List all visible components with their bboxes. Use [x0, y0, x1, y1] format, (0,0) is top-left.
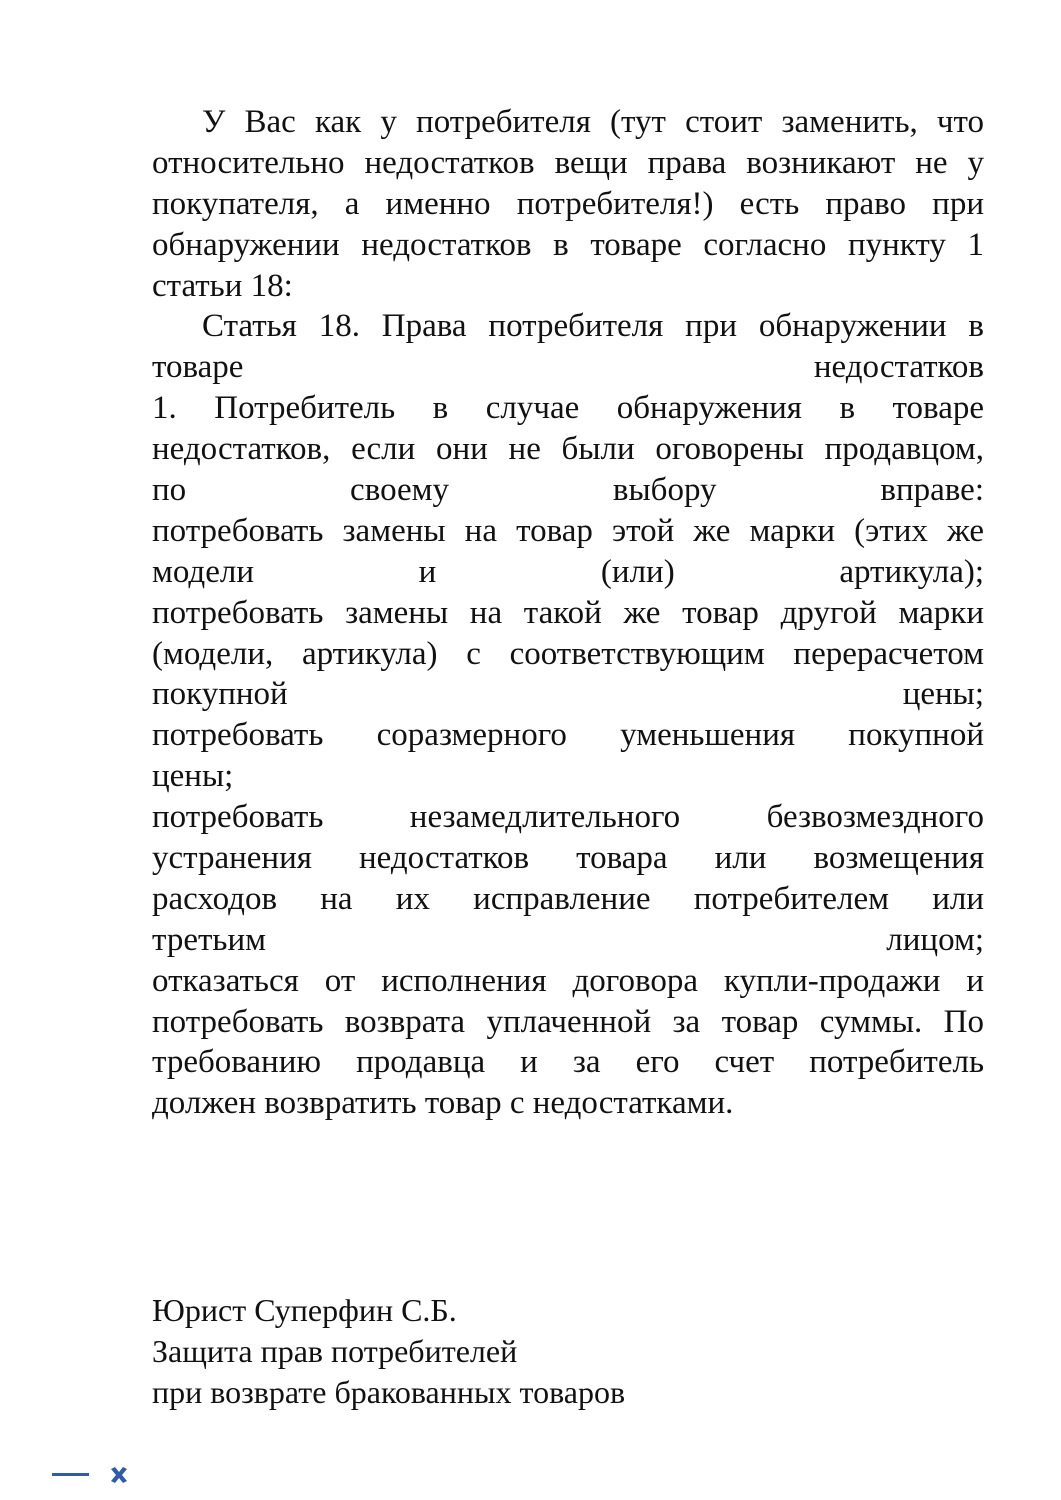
paragraph-line: У Вас как у потребителя (тут стоит заменить, что	[202, 104, 984, 140]
footer-decoration	[50, 1462, 140, 1490]
paragraph-line: потребовать замены на такой же товар другой марки	[152, 594, 984, 631]
paragraph-line: потребовать возврата уплаченной за товар суммы. По	[152, 1003, 984, 1040]
paragraph-line: обнаружении недостатков в товаре согласно пункту 1	[152, 226, 984, 263]
paragraph-line: третьим лицом;	[152, 921, 984, 958]
paragraph-line: покупателя, а именно потребителя!) есть право при	[152, 185, 984, 222]
paragraph-line: (модели, артикула) с соответствующим перерасчетом	[152, 635, 984, 672]
signature-title: Защита прав потребителей	[152, 1333, 518, 1369]
paragraph-line: цены;	[152, 758, 234, 795]
paragraph-line: относительно недостатков вещи права возникают не у	[152, 144, 984, 181]
paragraph-line: требованию продавца и за его счет потребитель	[152, 1044, 984, 1081]
paragraph-line: недостатков, если они не были оговорены продавцом,	[152, 431, 984, 468]
document-body	[152, 102, 984, 1124]
paragraph-line: расходов на их исправление потребителем или	[152, 880, 984, 917]
paragraph-line: должен возвратить товар с недостатками.	[152, 1085, 734, 1122]
paragraph-line: модели и (или) артикула);	[152, 553, 984, 590]
paragraph-line: 1. Потребитель в случае обнаружения в товаре	[152, 390, 984, 427]
paragraph-line: устранения недостатков товара или возмещения	[152, 840, 984, 877]
signature-subtitle: при возврате бракованных товаров	[152, 1374, 626, 1410]
paragraph-line: по своему выбору вправе:	[152, 472, 984, 509]
paragraph-line: потребовать соразмерного уменьшения покупной	[152, 717, 984, 754]
paragraph-line: потребовать незамедлительного безвозмездного	[152, 799, 984, 836]
paragraph-line: товаре недостатков	[152, 349, 984, 386]
signature-name: Юрист Суперфин С.Б.	[152, 1292, 457, 1328]
x-mark-icon	[108, 1464, 130, 1486]
paragraph-line: Статья 18. Права потребителя при обнаружении в	[202, 308, 984, 345]
paragraph-line: потребовать замены на товар этой же марки (этих же	[152, 512, 984, 549]
signature-block	[152, 1290, 625, 1413]
dash-icon	[52, 1473, 89, 1476]
paragraph-line: статьи 18:	[152, 267, 293, 304]
paragraph-line: покупной цены;	[152, 676, 984, 713]
paragraph-line: отказаться от исполнения договора купли-продажи и	[152, 962, 984, 999]
